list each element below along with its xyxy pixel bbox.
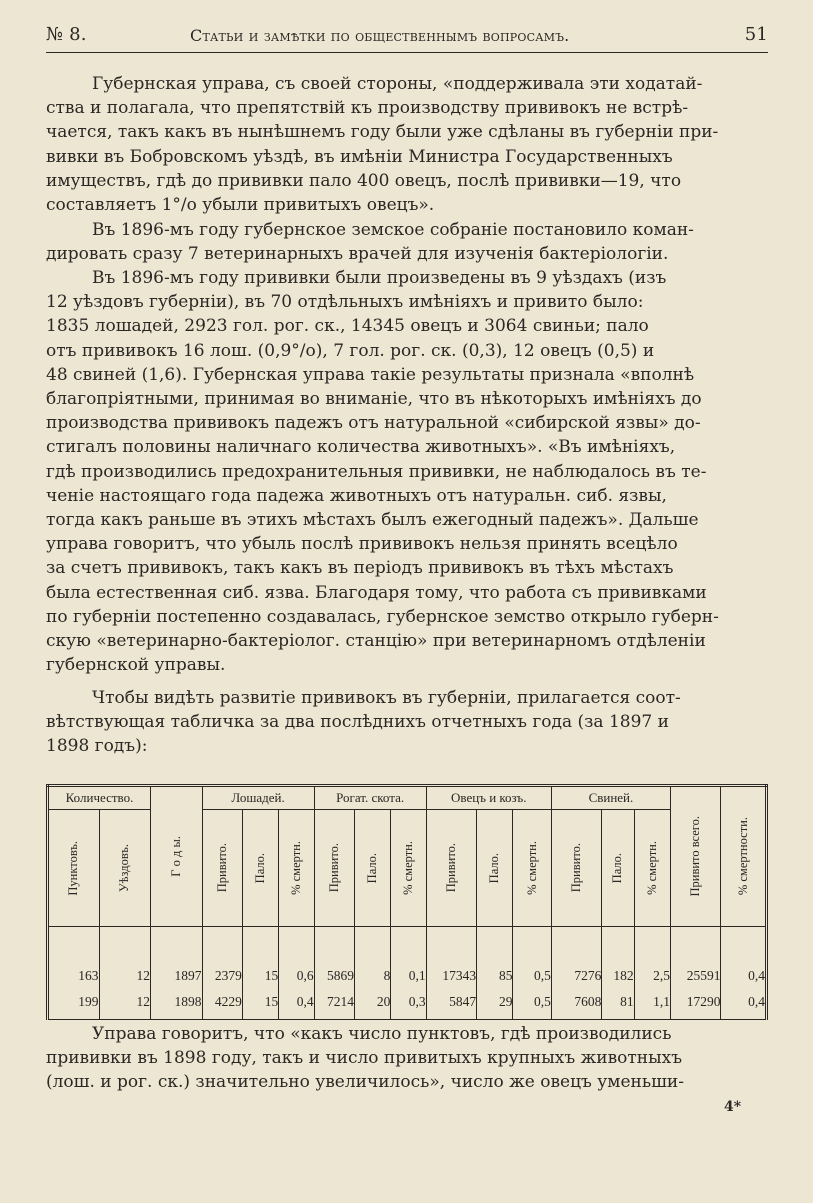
col-header-districts: Уѣздовъ. <box>99 810 151 927</box>
table-row <box>48 927 767 990</box>
col-header-died: Пало. <box>602 810 634 927</box>
col-header-died: Пало. <box>477 810 513 927</box>
table-cell: 7608 <box>551 989 601 1020</box>
text-line: имуществъ, гдѣ до прививки пало 400 овецъ, послѣ прививки—19, что <box>46 170 682 191</box>
vaccination-table <box>46 784 768 1020</box>
table-cell: 1,1 <box>634 989 670 1020</box>
group-header-quantity: Количество. <box>48 786 151 810</box>
table-cell: 5869 <box>314 927 354 990</box>
col-header-died: Пало. <box>354 810 390 927</box>
table-cell: 8 <box>354 927 390 990</box>
text-line: Губернская управа, съ своей стороны, «поддерживала эти ходатай- <box>92 74 703 94</box>
running-header <box>46 22 768 50</box>
table-cell: 2,5 <box>634 927 670 990</box>
table-cell: 163 <box>48 927 100 990</box>
table-cell: 0,3 <box>391 989 426 1020</box>
text-line: прививки въ 1898 году, такъ и число привитыхъ крупныхъ животныхъ <box>46 1048 683 1069</box>
text-line: 12 уѣздовъ губерніи), въ 70 отдѣльныхъ имѣніяхъ и привито было: <box>46 292 644 313</box>
text-line: Управа говоритъ, что «какъ число пунктовъ, гдѣ производились <box>92 1024 672 1044</box>
text-line: управа говоритъ, что убыль послѣ прививокъ нельзя принять всецѣло <box>46 534 678 555</box>
text-line: вивки въ Бобровскомъ уѣздѣ, въ имѣніи Министра Государственныхъ <box>46 146 673 167</box>
table-cell: 5847 <box>426 989 476 1020</box>
table-cell: 0,6 <box>279 927 314 990</box>
text-line: была естественная сиб. язва. Благодаря тому, что работа съ прививками <box>46 582 707 603</box>
table-cell: 0,1 <box>391 927 426 990</box>
text-line: дировать сразу 7 ветеринарныхъ врачей для изученія бактеріологіи. <box>46 244 669 265</box>
text-line: чается, такъ какъ въ нынѣшнемъ году были уже сдѣланы въ губерніи при- <box>46 122 719 143</box>
table-cell: 182 <box>602 927 634 990</box>
journal-issue-number: № 8. <box>46 24 87 45</box>
table-cell: 0,4 <box>721 989 767 1020</box>
col-header-vaccinated: Привито. <box>426 810 476 927</box>
text-line: по губерніи постепенно создавалась, губернское земство открыло губерн- <box>46 606 719 627</box>
table-cell: 25591 <box>670 927 720 990</box>
table-cell: 17343 <box>426 927 476 990</box>
page-number: 51 <box>744 24 768 45</box>
text-line: гдѣ производились предохранительныя прививки, не наблюдалось въ те- <box>46 461 707 482</box>
table-cell: 17290 <box>670 989 720 1020</box>
text-line: Чтобы видѣть развитіе прививокъ въ губерніи, прилагается соот- <box>92 688 681 708</box>
table-cell: 1898 <box>151 989 203 1020</box>
text-line: тогда какъ раньше въ этихъ мѣстахъ былъ ежегодный падежъ». Дальше <box>46 510 699 531</box>
col-header-vaccinated: Привито. <box>551 810 601 927</box>
paragraph-2 <box>46 218 768 266</box>
table-cell: 2379 <box>202 927 242 990</box>
col-header-vaccinated: Привито. <box>202 810 242 927</box>
table-cell: 7214 <box>314 989 354 1020</box>
table-cell: 20 <box>354 989 390 1020</box>
table-cell: 0,5 <box>513 989 551 1020</box>
paragraph-3 <box>46 266 768 677</box>
text-line: Въ 1896-мъ году губернское земское собраніе постановило коман- <box>92 220 694 240</box>
text-line: вѣтствующая табличка за два послѣднихъ отчетныхъ года (за 1897 и <box>46 712 669 733</box>
table-cell: 0,5 <box>513 927 551 990</box>
group-header-horses: Лошадей. <box>202 786 314 810</box>
text-line: губернской управы. <box>46 655 226 676</box>
paragraph-5 <box>46 1022 768 1095</box>
col-header-points: Пунктовъ. <box>48 810 100 927</box>
table-cell: 0,4 <box>721 927 767 990</box>
text-line: составляетъ 1°/o убыли привитыхъ овецъ». <box>46 195 435 216</box>
text-line: 1898 годъ): <box>46 736 148 757</box>
table-cell: 12 <box>99 927 151 990</box>
col-header-died: Пало. <box>242 810 278 927</box>
table-cell: 15 <box>242 927 278 990</box>
table-cell: 7276 <box>551 927 601 990</box>
text-line: отъ прививокъ 16 лош. (0,9°/o), 7 гол. рог. ск. (0,3), 12 овецъ (0,5) и <box>46 340 655 361</box>
text-line: ства и полагала, что препятствій къ производству прививокъ не встрѣ- <box>46 98 689 119</box>
col-header-vaccinated: Привито. <box>314 810 354 927</box>
col-header-pct-death: % смертн. <box>391 810 426 927</box>
running-title: Статьи и замѣтки по общественнымъ вопросамъ. <box>190 26 570 45</box>
text-line: 48 свиней (1,6). Губернская управа такіе результаты признала «вполнѣ <box>46 364 695 385</box>
paragraph-1 <box>46 72 768 217</box>
table-cell: 4229 <box>202 989 242 1020</box>
table-cell: 85 <box>477 927 513 990</box>
table-cell: 1897 <box>151 927 203 990</box>
text-line: стигалъ половины наличнаго количества животныхъ». «Въ имѣніяхъ, <box>46 437 676 458</box>
col-header-pct-death: % смертн. <box>279 810 314 927</box>
col-header-pct-death: % смертн. <box>634 810 670 927</box>
table-cell: 12 <box>99 989 151 1020</box>
header-rule <box>46 52 768 53</box>
printer-signature-mark: 4* <box>724 1099 742 1115</box>
text-line: за счетъ прививокъ, такъ какъ въ періодъ прививокъ въ тѣхъ мѣстахъ <box>46 558 674 579</box>
col-header-years: Г о д ы. <box>151 786 203 927</box>
text-line: благопріятными, принимая во вниманіе, что въ нѣкоторыхъ имѣніяхъ до <box>46 389 702 410</box>
group-header-cattle: Рогат. скота. <box>314 786 426 810</box>
table-cell: 15 <box>242 989 278 1020</box>
table-cell: 0,4 <box>279 989 314 1020</box>
group-header-sheep: Овецъ и козъ. <box>426 786 551 810</box>
col-header-total-vaccinated: Привито всего. <box>670 786 720 927</box>
text-line: производства прививокъ падежъ отъ натуральной «сибирской язвы» до- <box>46 413 701 434</box>
text-line: Въ 1896-мъ году прививки были произведены въ 9 уѣздахъ (изъ <box>92 268 667 288</box>
paragraph-4 <box>46 686 768 759</box>
table-cell: 81 <box>602 989 634 1020</box>
text-line: 1835 лошадей, 2923 гол. рог. ск., 14345 овецъ и 3064 свиньи; пало <box>46 316 649 337</box>
table-row <box>48 989 767 1020</box>
group-header-pigs: Свиней. <box>551 786 670 810</box>
text-line: (лош. и рог. ск.) значительно увеличилось», число же овецъ уменьши- <box>46 1072 684 1093</box>
text-line: ченіе настоящаго года падежа животныхъ отъ натуральн. сиб. язвы, <box>46 485 667 506</box>
col-header-pct-mortality: % смертности. <box>721 786 767 927</box>
col-header-pct-death: % смертн. <box>513 810 551 927</box>
table-cell: 199 <box>48 989 100 1020</box>
text-line: скую «ветеринарно-бактеріолог. станцію» при ветеринарномъ отдѣленіи <box>46 631 706 652</box>
table-cell: 29 <box>477 989 513 1020</box>
